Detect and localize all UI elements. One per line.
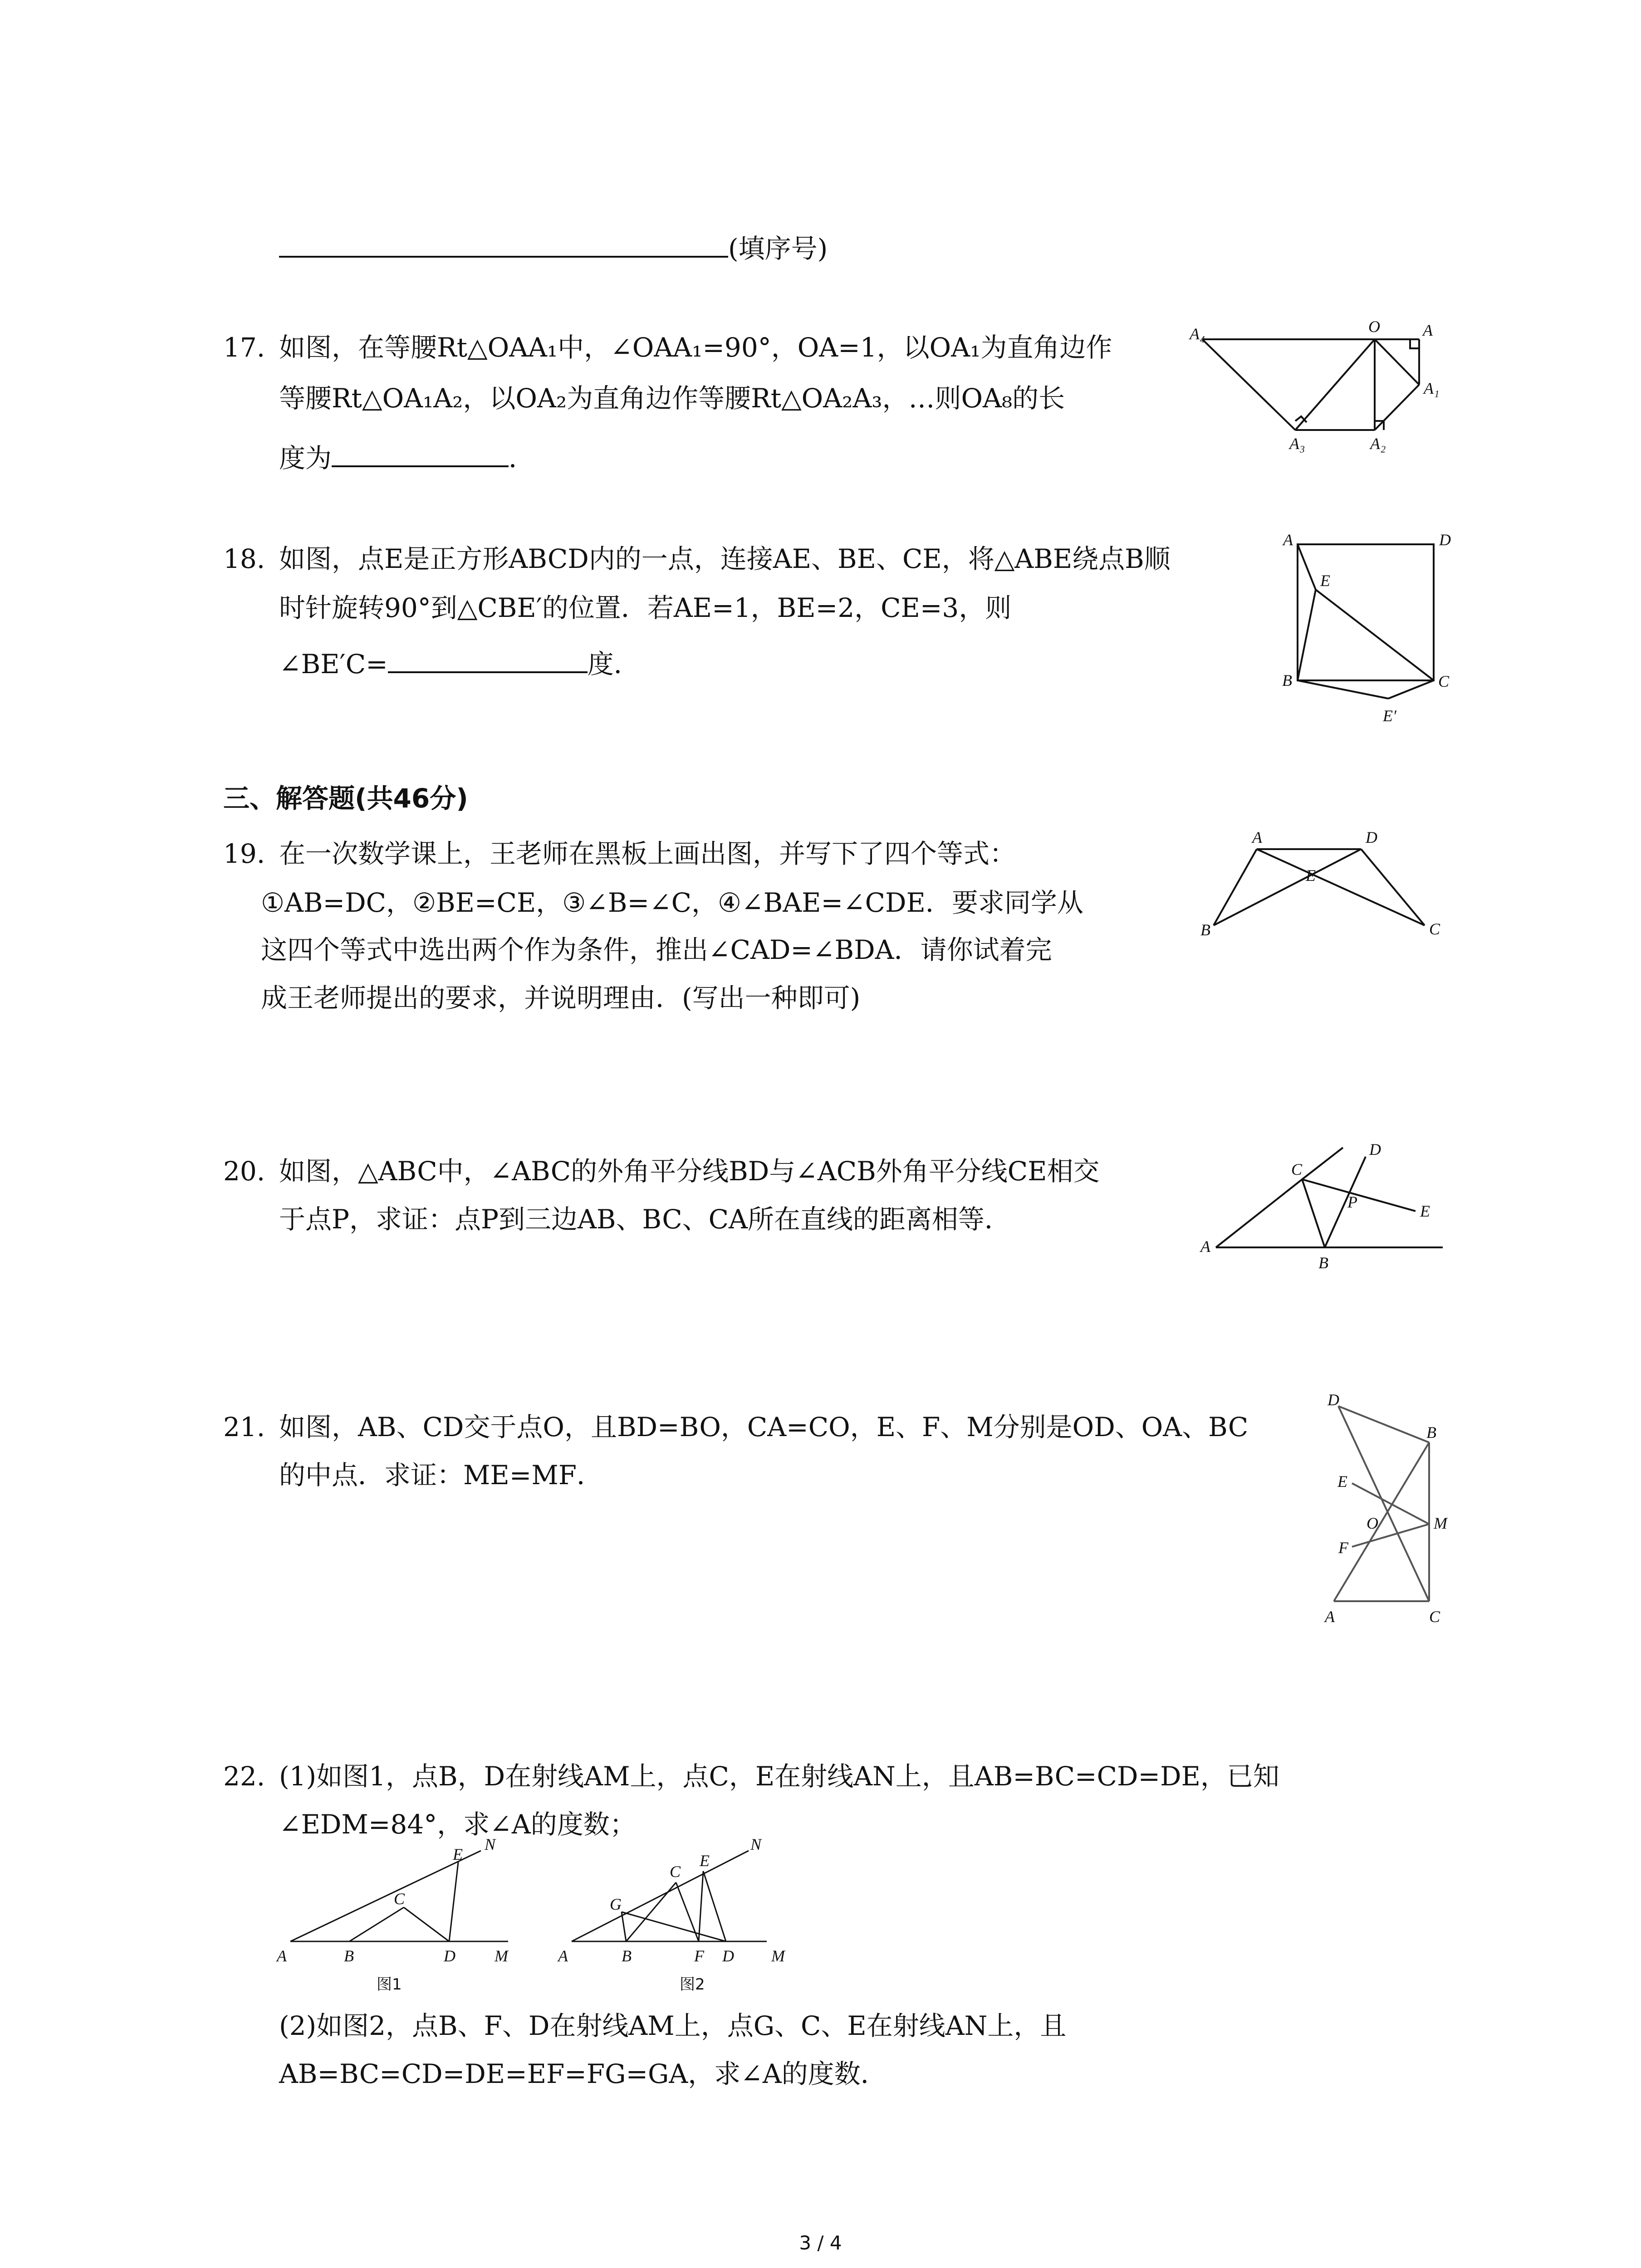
q20-label-E: E (1420, 1202, 1430, 1220)
q21-label-E: E (1337, 1472, 1347, 1491)
q21-label-B: B (1426, 1423, 1436, 1442)
q17-line3 (279, 434, 535, 483)
q22f2-label-A: A (558, 1947, 568, 1965)
q22f2-label-M: M (771, 1947, 785, 1965)
q17-label-O: O (1368, 318, 1380, 336)
q18-label-D: D (1439, 531, 1451, 549)
q18-label-A: A (1283, 531, 1293, 549)
q21-label-F: F (1338, 1539, 1348, 1557)
q22f2-label-B: B (622, 1947, 632, 1965)
q19-line4: 成王老师提出的要求，并说明理由．(写出一种即可) (261, 982, 861, 1013)
q22-figure-1-caption: 图1 (377, 1975, 402, 1994)
q21-figure (1316, 1388, 1465, 1642)
q18-label-C: C (1438, 672, 1450, 690)
q17-label-A: A (1423, 321, 1433, 339)
q18-figure (1279, 531, 1461, 748)
q18-line1: 如图，点E是正方形ABCD内的一点，连接AE、BE、CE，将△ABE绕点B顺 (279, 543, 1171, 574)
q22f1-label-D: D (444, 1947, 456, 1965)
q21-label-C: C (1429, 1608, 1440, 1626)
q20-label-P: P (1347, 1193, 1357, 1211)
q22f2-label-D: D (722, 1947, 734, 1965)
q20-figure (1198, 1139, 1452, 1275)
q22f2-label-N: N (750, 1835, 762, 1853)
top-answer-line (279, 224, 828, 273)
q22f1-label-A: A (277, 1947, 287, 1965)
q22f1-label-E: E (453, 1845, 463, 1863)
q18-line2: 时针旋转90°到△CBE′的位置．若AE=1，BE=2，CE=3，则 (279, 592, 1012, 623)
q22-figure-2-caption: 图2 (680, 1975, 705, 1994)
q17-label-A1: A₁ (1424, 379, 1440, 397)
section-3-title: 三、解答题(共46分) (223, 783, 468, 814)
q19-line3: 这四个等式中选出两个作为条件，推出∠CAD=∠BDA．请你试着完 (261, 934, 1052, 965)
q20-line1: 如图，△ABC中，∠ABC的外角平分线BD与∠ACB外角平分线CE相交 (279, 1156, 1100, 1187)
page-number: 3 / 4 (799, 2232, 842, 2254)
q19-line1: 在一次数学课上，王老师在黑板上画出图，并写下了四个等式： (279, 838, 1016, 869)
q18-label-B: B (1282, 671, 1292, 689)
q22-line4: AB=BC=CD=DE=EF=FG=GA，求∠A的度数． (279, 2058, 887, 2089)
q17-line1: 如图，在等腰Rt△OAA₁中，∠OAA₁=90°，OA=1，以OA₁为直角边作 (279, 332, 1112, 363)
q17-line2: 等腰Rt△OA₁A₂，以OA₂为直角边作等腰Rt△OA₂A₃，…则OA₈的长 (279, 383, 1065, 414)
q18-label-E-prime: E′ (1383, 707, 1396, 725)
q21-line2: 的中点．求证：ME=MF． (279, 1460, 603, 1491)
q21-label-A: A (1325, 1608, 1335, 1626)
q20-label-D: D (1369, 1140, 1381, 1158)
q18-prefix: ∠BE′C= (279, 649, 388, 679)
q20-label-C: C (1291, 1160, 1303, 1178)
q20-number: 20. (223, 1156, 265, 1187)
q17-label-A2: A₂ (1370, 435, 1386, 453)
q22-figure-2 (558, 1837, 812, 2000)
q21-label-O: O (1367, 1514, 1378, 1532)
q22f1-label-N: N (485, 1835, 496, 1853)
q19-number: 19. (223, 838, 265, 869)
q19-figure (1189, 830, 1461, 948)
q20-label-B: B (1318, 1254, 1328, 1272)
q19-label-D: D (1366, 828, 1377, 846)
q17-suffix: ． (509, 443, 535, 474)
q18-label-E: E (1320, 572, 1330, 590)
q22-line3: (2)如图2，点B、F、D在射线AM上，点G、C、E在射线AN上，且 (279, 2010, 1067, 2041)
q17-label-A3: A₃ (1289, 435, 1305, 453)
q22f1-label-B: B (344, 1947, 354, 1965)
q21-label-M: M (1434, 1514, 1447, 1532)
q20-label-A: A (1200, 1237, 1210, 1256)
fill-hint: (填序号) (728, 233, 828, 264)
q22-line2: ∠EDM=84°，求∠A的度数； (279, 1809, 636, 1840)
q22-number: 22. (223, 1761, 265, 1792)
q22f2-label-G: G (610, 1895, 622, 1913)
q22f2-label-C: C (670, 1862, 681, 1881)
q19-label-C: C (1429, 920, 1440, 938)
q22-line1: (1)如图1，点B，D在射线AM上，点C，E在射线AN上，且AB=BC=CD=DE，已知 (279, 1761, 1279, 1792)
q21-number: 21. (223, 1412, 265, 1442)
q18-number: 18. (223, 543, 265, 574)
q17-label-A4: A₄ (1190, 325, 1205, 343)
q21-label-D: D (1327, 1391, 1339, 1409)
q22f2-label-F: F (694, 1947, 704, 1965)
q17-answer-blank (332, 439, 509, 467)
q22f1-label-M: M (495, 1947, 508, 1965)
q19-label-A: A (1252, 828, 1262, 846)
q18-line3 (279, 640, 640, 689)
q17-number: 17. (223, 332, 265, 363)
q18-suffix: 度． (587, 649, 640, 679)
q19-line2: ①AB=DC，②BE=CE，③∠B=∠C，④∠BAE=∠CDE．要求同学从 (261, 887, 1083, 918)
q19-label-E: E (1306, 866, 1316, 885)
q19-label-B: B (1200, 921, 1210, 939)
q17-figure (1190, 313, 1447, 458)
q18-answer-blank (388, 645, 588, 673)
q22f1-label-C: C (394, 1890, 405, 1908)
q20-line2: 于点P，求证：点P到三边AB、BC、CA所在直线的距离相等． (279, 1204, 1011, 1235)
q21-line1: 如图，AB、CD交于点O，且BD=BO，CA=CO，E、F、M分别是OD、OA、BC (279, 1412, 1249, 1442)
q22f2-label-E: E (700, 1852, 710, 1870)
q22-figure-1 (272, 1837, 526, 2000)
q17-prefix: 度为 (279, 443, 332, 474)
